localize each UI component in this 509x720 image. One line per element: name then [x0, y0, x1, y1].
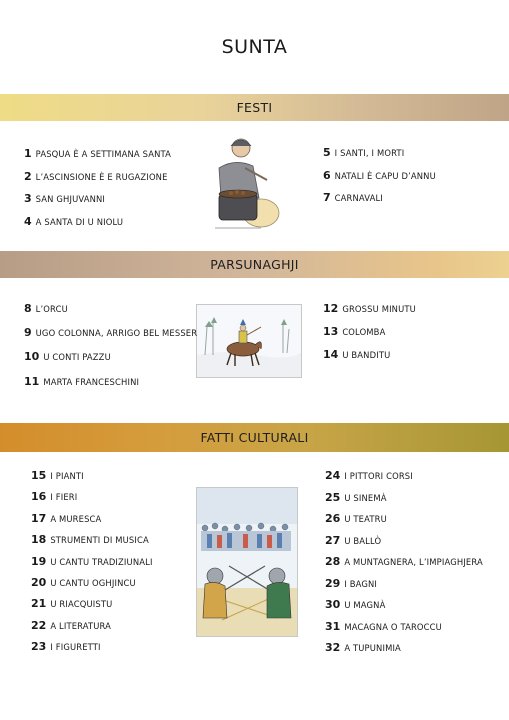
item-label: MACAGNA O TAROCCU: [344, 621, 442, 632]
list-item: [323, 146, 404, 159]
item-number: 8: [24, 302, 32, 315]
section-band-festi: [0, 94, 509, 121]
list-item: [325, 577, 377, 590]
list-item: [323, 348, 390, 361]
list-item: [24, 192, 105, 205]
list-item: [323, 325, 385, 338]
item-number: 25: [325, 490, 341, 504]
item-number: 3: [24, 192, 32, 205]
moresca-sword-dance-illustration: [196, 487, 298, 637]
item-label: CARNAVALI: [334, 193, 383, 203]
item-number: 24: [325, 469, 341, 482]
item-number: 2: [24, 169, 32, 183]
item-label: NATALI È CAPU D’ANNU: [334, 170, 436, 181]
horseman-illustration: [196, 304, 302, 378]
list-item: [323, 169, 436, 182]
item-number: 4: [24, 214, 32, 228]
list-item: [31, 576, 136, 589]
list-item: [325, 555, 483, 568]
section-title-parsunaghji: PARSUNAGHJI: [210, 257, 299, 272]
item-label: U MAGNÀ: [344, 600, 386, 610]
item-number: 14: [323, 348, 339, 361]
list-item: [31, 512, 101, 525]
item-label: GROSSU MINUTU: [342, 304, 416, 314]
item-number: 19: [31, 554, 47, 568]
item-label: A LITERATURA: [50, 620, 112, 631]
item-number: 31: [325, 619, 341, 633]
item-number: 20: [31, 576, 47, 589]
item-label: U BALLÒ: [344, 535, 382, 546]
item-number: 7: [323, 191, 331, 204]
list-item: [24, 375, 139, 388]
item-label: A MURESCA: [50, 513, 102, 524]
item-number: 23: [31, 640, 47, 654]
list-item: [325, 534, 381, 547]
item-label: I PITTORI CORSI: [344, 471, 413, 481]
section-title-fatti-culturali: FATTI CULTURALI: [200, 430, 309, 445]
list-item: [24, 170, 168, 183]
item-number: 11: [24, 374, 40, 388]
item-number: 22: [31, 618, 47, 632]
list-item: [24, 326, 197, 339]
list-item: [325, 512, 387, 525]
section-band-parsunaghji: [0, 251, 509, 278]
item-number: 6: [323, 168, 331, 182]
list-item: [325, 620, 442, 633]
item-number: 27: [325, 533, 341, 547]
item-label: SAN GHJUVANNI: [35, 194, 106, 204]
list-item: [24, 215, 123, 228]
list-item: [31, 490, 77, 503]
woman-chestnut-roasting-illustration: [205, 128, 287, 232]
item-label: U RIACQUISTU: [50, 599, 113, 610]
item-number: 17: [31, 511, 47, 525]
list-item: [31, 469, 84, 482]
item-number: 13: [323, 325, 339, 338]
item-label: I FIERI: [50, 492, 78, 503]
item-label: U TEATRU: [344, 514, 387, 524]
list-item: [325, 598, 385, 611]
list-item: [31, 597, 112, 610]
item-label: COLOMBA: [342, 327, 386, 337]
item-number: 32: [325, 641, 341, 654]
list-item: [31, 533, 149, 546]
section-title-festi: FESTI: [236, 100, 273, 115]
item-label: I SANTI, I MORTI: [334, 148, 405, 158]
item-number: 5: [323, 146, 331, 159]
item-label: I PIANTI: [50, 471, 84, 481]
item-label: I FIGURETTI: [50, 642, 101, 653]
list-item: [325, 641, 401, 654]
item-label: L’ORCU: [35, 304, 68, 314]
item-label: A SANTA DI U NIOLU: [35, 216, 124, 227]
list-item: [24, 147, 171, 160]
item-number: 1: [24, 147, 32, 160]
item-label: U SINEMÀ: [344, 492, 387, 503]
item-number: 15: [31, 469, 47, 482]
item-number: 12: [323, 302, 339, 315]
list-item: [325, 469, 413, 482]
item-number: 9: [24, 326, 32, 340]
item-label: MARTA FRANCESCHINI: [43, 376, 140, 387]
item-number: 10: [24, 350, 40, 364]
item-label: U CONTI PAZZU: [43, 352, 111, 363]
item-label: U BANDITU: [342, 350, 391, 360]
item-number: 30: [325, 598, 341, 611]
section-band-fatti-culturali: [0, 423, 509, 452]
item-label: L’ASCINSIONE È E RUGAZIONE: [35, 171, 168, 182]
item-label: U CANTU OGHJINCU: [50, 578, 136, 588]
item-number: 29: [325, 576, 341, 590]
list-item: [31, 619, 111, 632]
item-label: U CANTU TRADIZIUNALI: [50, 556, 153, 567]
list-item: [323, 191, 383, 204]
page-title: SUNTA: [221, 36, 288, 58]
list-item: [24, 350, 111, 363]
item-label: A MUNTAGNERA, L’IMPIAGHJERA: [344, 557, 483, 567]
item-label: I BAGNI: [344, 578, 378, 589]
item-label: UGO COLONNA, ARRIGO BEL MESSER: [35, 328, 198, 339]
list-item: [24, 302, 68, 315]
list-item: [323, 302, 416, 315]
item-number: 26: [325, 512, 341, 525]
item-number: 21: [31, 597, 47, 611]
item-number: 18: [31, 533, 47, 547]
item-label: STRUMENTI DI MUSICA: [50, 535, 149, 546]
list-item: [325, 491, 387, 504]
item-label: A TUPUNIMIA: [344, 643, 401, 653]
item-label: PASQUA È A SETTIMANA SANTA: [35, 149, 172, 159]
item-number: 28: [325, 555, 341, 568]
list-item: [31, 640, 101, 653]
item-number: 16: [31, 490, 47, 504]
list-item: [31, 555, 153, 568]
